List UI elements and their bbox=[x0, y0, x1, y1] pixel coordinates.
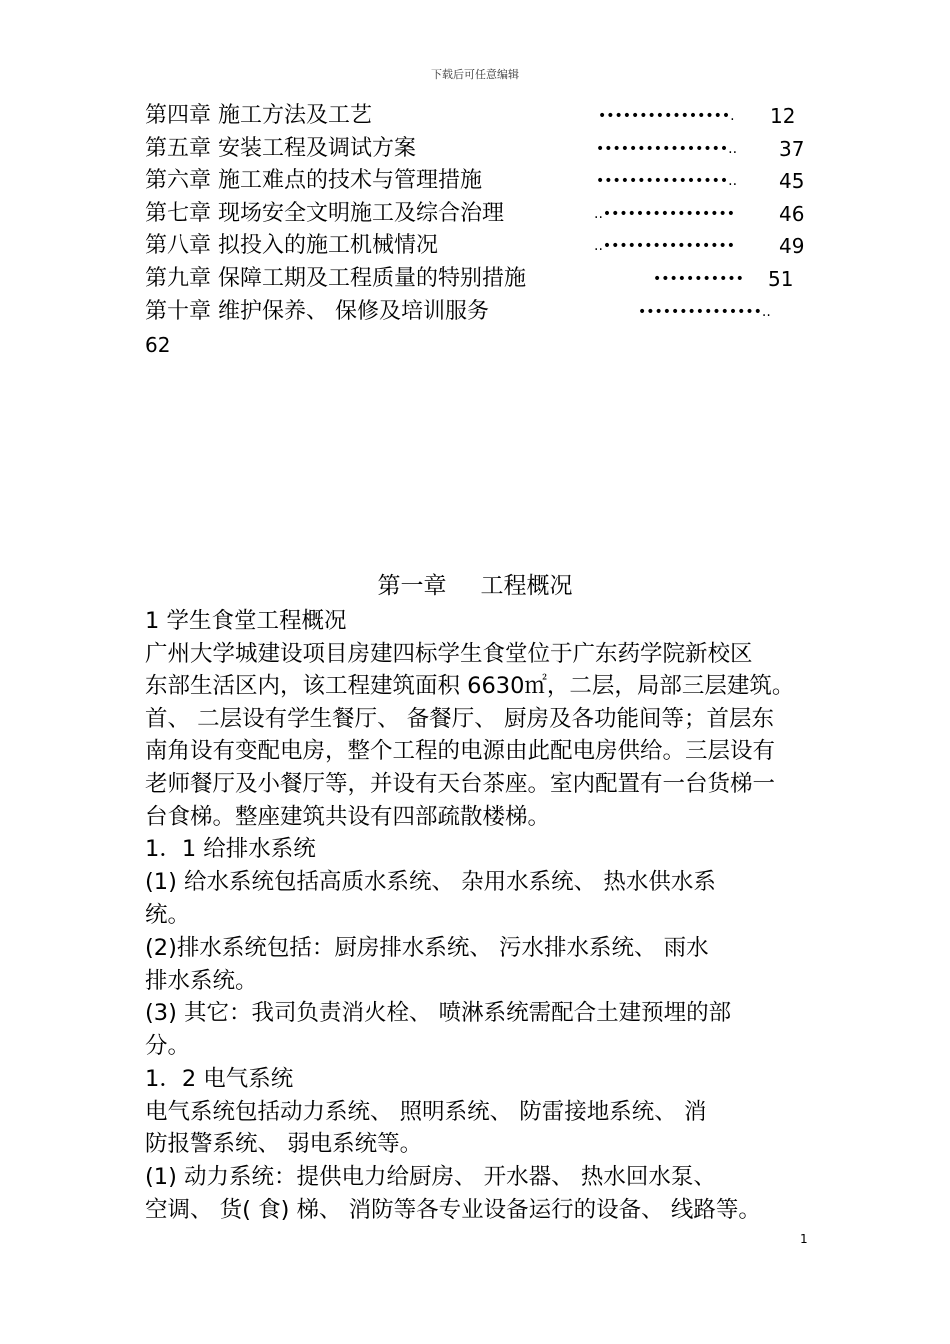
toc-leader: ••••••••••••••••.. bbox=[596, 173, 738, 189]
paragraph-line: 首、 二层设有学生餐厅、 备餐厅、 厨房及各功能间等；首层东 bbox=[145, 706, 774, 732]
paragraph-line: 统。 bbox=[145, 902, 191, 928]
paragraph-line: 空调、 货( 食) 梯、 消防等各专业设备运行的设备、 线路等。 bbox=[145, 1197, 761, 1223]
paragraph-line: (1) 动力系统：提供电力给厨房、 开水器、 热水回水泵、 bbox=[145, 1164, 716, 1190]
toc-title: 第十章 维护保养、 保修及培训服务 bbox=[145, 299, 489, 324]
toc-page-number: 51 bbox=[768, 267, 794, 291]
toc-page-number: 49 bbox=[779, 234, 805, 258]
toc-leader: ••••••••••• bbox=[653, 271, 744, 287]
paragraph-line: 南角设有变配电房，整个工程的电源由此配电房供给。三层设有 bbox=[145, 738, 776, 764]
toc-page-number: 37 bbox=[779, 137, 805, 161]
toc-leader: ..•••••••••••••••• bbox=[594, 206, 736, 222]
paragraph-line: 广州大学城建设项目房建四标学生食堂位于广东药学院新校区 bbox=[145, 641, 753, 667]
section-heading: 1．2 电气系统 bbox=[145, 1066, 294, 1092]
toc-title: 第五章 安装工程及调试方案 bbox=[145, 136, 416, 161]
page-number: 1 bbox=[800, 1232, 808, 1246]
toc-page-number: 62 bbox=[145, 333, 171, 357]
section-heading: 1 学生食堂工程概况 bbox=[145, 608, 347, 634]
paragraph-line: 东部生活区内，该工程建筑面积 6630㎡，二层，局部三层建筑。 bbox=[145, 673, 795, 699]
toc-page-number: 12 bbox=[770, 104, 796, 128]
section-heading: 1．1 给排水系统 bbox=[145, 836, 316, 862]
toc-leader: •••••••••••••••.. bbox=[638, 304, 771, 320]
toc-title: 第六章 施工难点的技术与管理措施 bbox=[145, 168, 482, 193]
toc-page-number: 46 bbox=[779, 202, 805, 226]
toc-title: 第八章 拟投入的施工机械情况 bbox=[145, 233, 438, 258]
paragraph-line: 老师餐厅及小餐厅等，并设有天台茶座。室内配置有一台货梯一 bbox=[145, 771, 776, 797]
chapter-number: 第一章 bbox=[377, 573, 447, 599]
paragraph-line: (1) 给水系统包括高质水系统、 杂用水系统、 热水供水系 bbox=[145, 869, 716, 895]
paragraph-line: 排水系统。 bbox=[145, 968, 258, 994]
chapter-title bbox=[0, 570, 950, 602]
paragraph-line: 台食梯。整座建筑共设有四部疏散楼梯。 bbox=[145, 804, 551, 830]
chapter-name: 工程概况 bbox=[480, 573, 573, 599]
paragraph-line: 电气系统包括动力系统、 照明系统、 防雷接地系统、 消 bbox=[145, 1099, 707, 1125]
paragraph-line: (2)排水系统包括：厨房排水系统、 污水排水系统、 雨水 bbox=[145, 935, 709, 961]
paragraph-line: (3) 其它：我司负责消火栓、 喷淋系统需配合土建预埋的部 bbox=[145, 1000, 732, 1026]
toc-leader: ••••••••••••••••.. bbox=[596, 141, 738, 157]
toc-title: 第七章 现场安全文明施工及综合治理 bbox=[145, 201, 504, 226]
toc-leader: ••••••••••••••••. bbox=[598, 108, 735, 124]
paragraph-line: 分。 bbox=[145, 1033, 191, 1059]
toc-page-number: 45 bbox=[779, 169, 805, 193]
toc-title: 第九章 保障工期及工程质量的特别措施 bbox=[145, 266, 526, 291]
page-header: 下载后可任意编辑 bbox=[431, 68, 519, 81]
toc-title: 第四章 施工方法及工艺 bbox=[145, 103, 372, 128]
paragraph-line: 防报警系统、 弱电系统等。 bbox=[145, 1131, 423, 1157]
toc-leader: ..•••••••••••••••• bbox=[594, 238, 736, 254]
